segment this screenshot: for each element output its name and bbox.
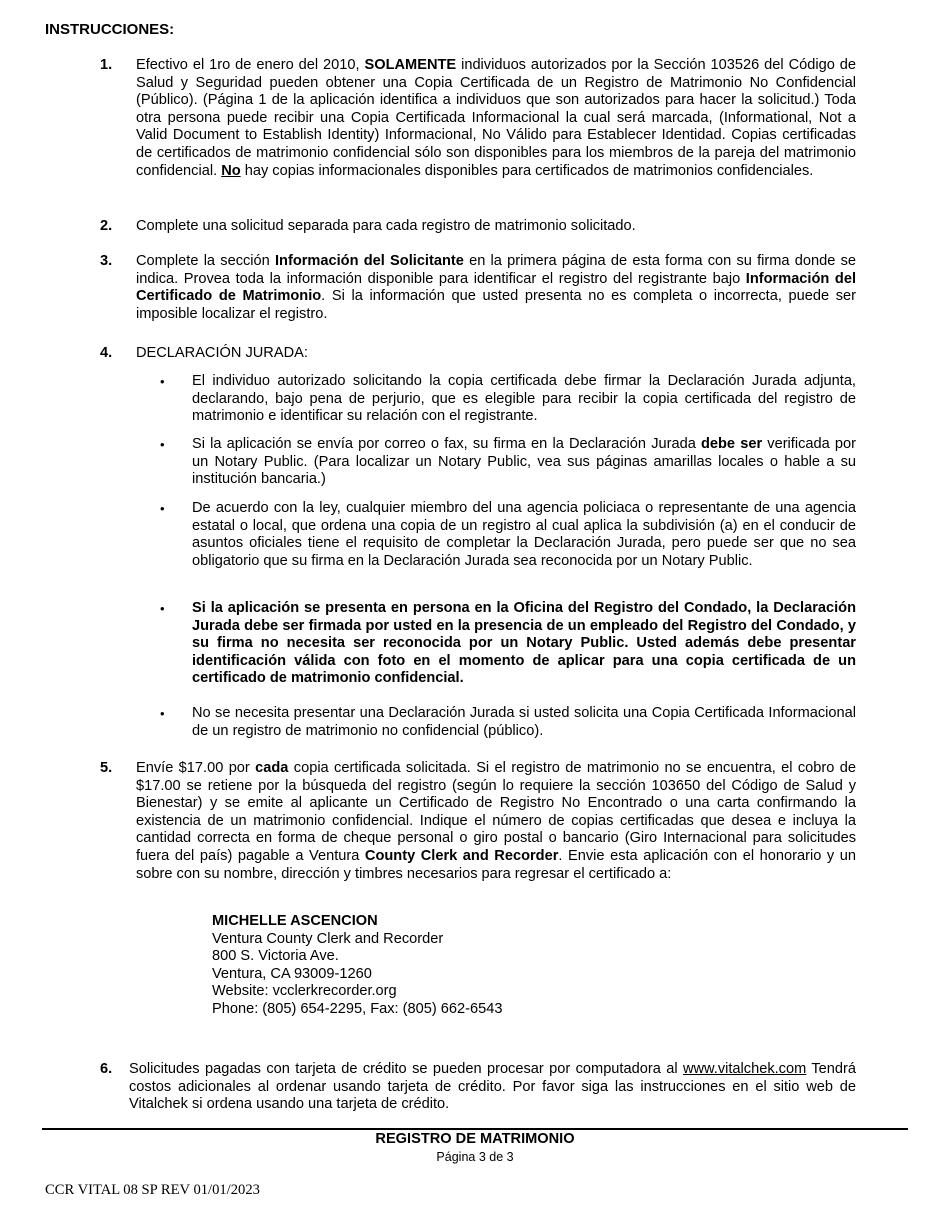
bullet-text: De acuerdo con la ley, cualquier miembro del una agencia policiaca o representante de una agencia estatal o local, que ordena una copia de un registro al cual aplica la subdivisión (a) en el conducir de asuntos oficiales tiene el requisito de completar la Declaración Jurada, pero puede ser que no sea obligatorio que su firma en la Declaración Jurada sea reconocida por un Notary Public. — [192, 500, 856, 569]
bullet-text: Si la aplicación se presenta en persona en la Oficina del Registro del Condado, la Declaración Jurada debe ser firmada por usted en la presencia de un empleado del Registro del Condado, y su firma no necesita ser reconocida por un Notary Public. Usted además debe presentar identificación válida con foto en el momento de aplicar para una copia certificada de un certificado de matrimonio confidencial. — [192, 600, 856, 687]
mailing-address — [212, 913, 502, 1019]
item-number: 2. — [100, 218, 113, 234]
footer-divider — [42, 1128, 908, 1130]
item-text: Complete la sección Información del Solicitante en la primera página de esta forma con su firma donde se indica. Provea toda la información disponible para identificar el registro del registrante bajo Información del Certificado de Matrimonio. Si la información que usted presenta no es completa o incorrecta, puede ser imposible localizar el registro. — [136, 253, 856, 322]
instructions-heading: INSTRUCCIONES: — [45, 21, 175, 38]
address-name: MICHELLE ASCENCION — [212, 913, 378, 929]
item-text: Envíe $17.00 por cada copia certificada solicitada. Si el registro de matrimonio no se encuentra, el cobro de $17.00 se retiene por la búsqueda del registro (según lo requiere la sección 103650 del Código de Salud y Bienestar) y se emite al aplicante un Certificado de Registro No Encontrado o una carta confirmando la existencia de un matrimonio confidencial. Indique el número de copias certificadas que desea e incluya la cantidad correcta en forma de cheque personal o giro postal o bancario (Giro Internacional para solicitudes fuera del país) pagable a Ventura County Clerk and Recorder. Envie esta aplicación con el honorario y un sobre con su nombre, dirección y timbres necesarios para regresar el certificado a: — [136, 760, 856, 882]
address-street: 800 S. Victoria Ave. — [212, 948, 339, 965]
footer-title: REGISTRO DE MATRIMONIO — [375, 1131, 575, 1147]
vitalchek-link[interactable]: www.vitalchek.com — [682, 1061, 807, 1077]
bullet-icon: • — [160, 374, 165, 389]
bullet-icon: • — [160, 601, 165, 616]
item-number: 1. — [100, 57, 113, 73]
item-text: Complete una solicitud separada para cada registro de matrimonio solicitado. — [136, 218, 636, 234]
bullet-icon: • — [160, 437, 165, 452]
bullet-icon: • — [160, 706, 165, 721]
item-number: 6. — [100, 1061, 113, 1077]
bullet-text: Si la aplicación se envía por correo o fax, su firma en la Declaración Jurada debe ser verificada por un Notary Public. (Para localizar un Notary Public, vea sus páginas amarillas locales o hable a su institución bancaria.) — [192, 436, 856, 488]
item-number: 5. — [100, 760, 113, 776]
address-city: Ventura, CA 93009-1260 — [212, 965, 372, 982]
form-code: CCR VITAL 08 SP REV 01/01/2023 — [45, 1182, 260, 1198]
item-text: DECLARACIÓN JURADA: — [136, 345, 308, 361]
address-website: Website: vcclerkrecorder.org — [212, 983, 397, 1000]
item-text: Efectivo el 1ro de enero del 2010, SOLAMENTE individuos autorizados por la Sección 103526 del Código de Salud y Seguridad pueden obtener una Copia Certificada de un Registro de Matrimonio No Confidencial (Público). (Página 1 de la aplicación identifica a individuos que son autorizados para hacer la solicitud.) Toda otra persona puede recibir una Copia Certificada Informacional la cual será marcada, (Informational, Not a Valid Document to Establish Identity) Informacional, No Válido para Establecer Identidad. Copias certificadas de certificados de matrimonio confidencial sólo son disponibles para los miembros de la pareja del matrimonio confidencial. No hay copias informacionales disponibles para certificados de matrimonios confidenciales. — [136, 57, 856, 179]
item-text: Solicitudes pagadas con tarjeta de crédito se pueden procesar por computadora al www.vitalchek.com Tendrá costos adicionales al ordenar usando tarjeta de crédito. Por favor siga las instrucciones en el sitio web de Vitalchek si ordena usando una tarjeta de crédito. — [129, 1061, 857, 1113]
item-number: 4. — [100, 345, 113, 361]
bullet-text: No se necesita presentar una Declaración Jurada si usted solicita una Copia Certificada Informacional de un registro de matrimonio no confidencial (público). — [192, 705, 856, 739]
bullet-text: El individuo autorizado solicitando la copia certificada debe firmar la Declaración Jurada adjunta, declarando, bajo pena de perjurio, que es elegible para recibir la copia certificada del registro de matrimonio e identificar su relación con el registrante. — [192, 373, 856, 425]
page-number: Página 3 de 3 — [436, 1150, 514, 1164]
address-office: Ventura County Clerk and Recorder — [212, 930, 444, 947]
bullet-icon: • — [160, 501, 165, 516]
item-number: 3. — [100, 253, 113, 269]
address-phone: Phone: (805) 654-2295, Fax: (805) 662-6543 — [212, 1000, 503, 1017]
